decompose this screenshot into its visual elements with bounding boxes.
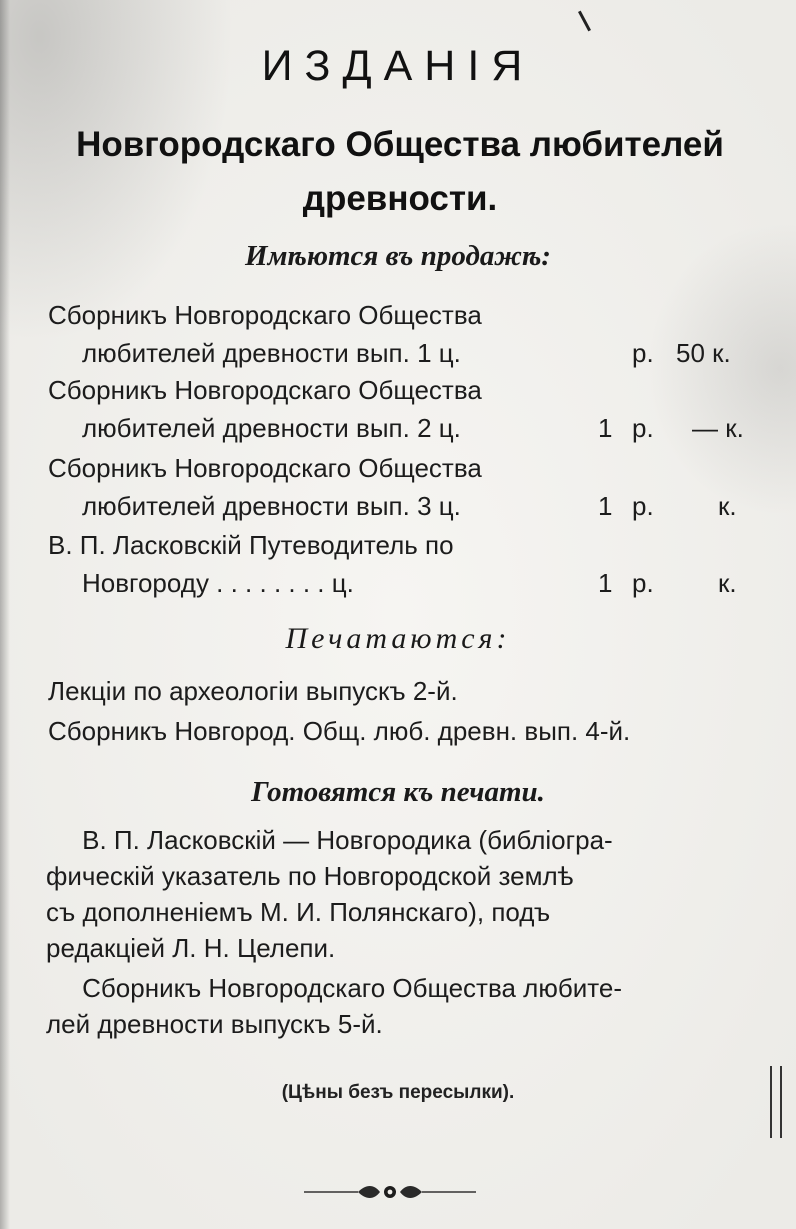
- sale-item-2-rub-label: р.: [632, 413, 654, 443]
- preparing-para1-line-2: фическій указатель по Новгородской землѣ: [46, 861, 574, 891]
- sale-item-3-line-2: любителей древности вып. 3 ц.: [82, 491, 461, 521]
- preparing-para1-line-4: редакціей Л. Н. Целепи.: [46, 933, 336, 963]
- preparing-paragraph-2: [46, 970, 746, 1042]
- sale-item-1-line-2: любителей древности вып. 1 ц.: [82, 338, 461, 368]
- binding-mark: [770, 1066, 782, 1138]
- sale-item-2-line-2: любителей древности вып. 2 ц.: [82, 413, 461, 443]
- preparing-para1-line-3: съ дополненіемъ М. И. Полянскаго), подъ: [46, 897, 551, 927]
- sale-item-4-line-1: В. П. Ласковскій Путеводитель по: [48, 530, 454, 560]
- section-heading-for-sale: Имѣются въ продажѣ:: [245, 240, 551, 272]
- ink-mark: [578, 11, 591, 32]
- preparing-para1-line-1: В. П. Ласковскій — Новгородика (библіогра-: [46, 825, 613, 855]
- fleuron-ornament-icon: [300, 1180, 480, 1204]
- sale-item-3-rub-label: р.: [632, 491, 654, 521]
- page-subtitle: [40, 118, 760, 226]
- preparing-paragraph-1: [46, 822, 746, 966]
- sale-item-1-kop: 50 к.: [676, 338, 731, 368]
- sale-item-3-rub: 1: [598, 491, 613, 521]
- sale-item-3-kop: к.: [718, 491, 737, 521]
- sale-item-2-kop: — к.: [692, 413, 744, 443]
- subtitle-line-2: древности.: [302, 179, 498, 218]
- printing-item-2: Сборникъ Новгород. Общ. люб. древн. вып. 4-й.: [48, 716, 631, 746]
- page-title: ИЗДАНІЯ: [261, 42, 535, 90]
- sale-item-2-line-1: Сборникъ Новгородскаго Общества: [48, 375, 482, 405]
- sale-item-1-line-1: Сборникъ Новгородскаго Общества: [48, 300, 482, 330]
- section-heading-printing: Печатаются:: [285, 622, 511, 655]
- sale-item-4-line-2: Новгороду . . . . . . . . ц.: [82, 568, 354, 598]
- footer-note: (Цѣны безъ пересылки).: [281, 1082, 515, 1103]
- preparing-para2-line-1: Сборникъ Новгородскаго Общества любите-: [46, 973, 622, 1003]
- sale-item-3-line-1: Сборникъ Новгородскаго Общества: [48, 453, 482, 483]
- printing-item-1: Лекціи по археологіи выпускъ 2-й.: [48, 676, 458, 706]
- page-edge-shadow: [0, 0, 10, 1229]
- sale-item-4-kop: к.: [718, 568, 737, 598]
- sale-item-4-rub-label: р.: [632, 568, 654, 598]
- sale-item-1-rub-label: р.: [632, 338, 654, 368]
- sale-item-2-rub: 1: [598, 413, 613, 443]
- subtitle-line-1: Новгородскаго Общества любителей: [76, 125, 724, 164]
- preparing-para2-line-2: лей древности выпускъ 5-й.: [46, 1009, 383, 1039]
- sale-item-4-rub: 1: [598, 568, 613, 598]
- section-heading-preparing: Готовятся къ печати.: [251, 776, 545, 808]
